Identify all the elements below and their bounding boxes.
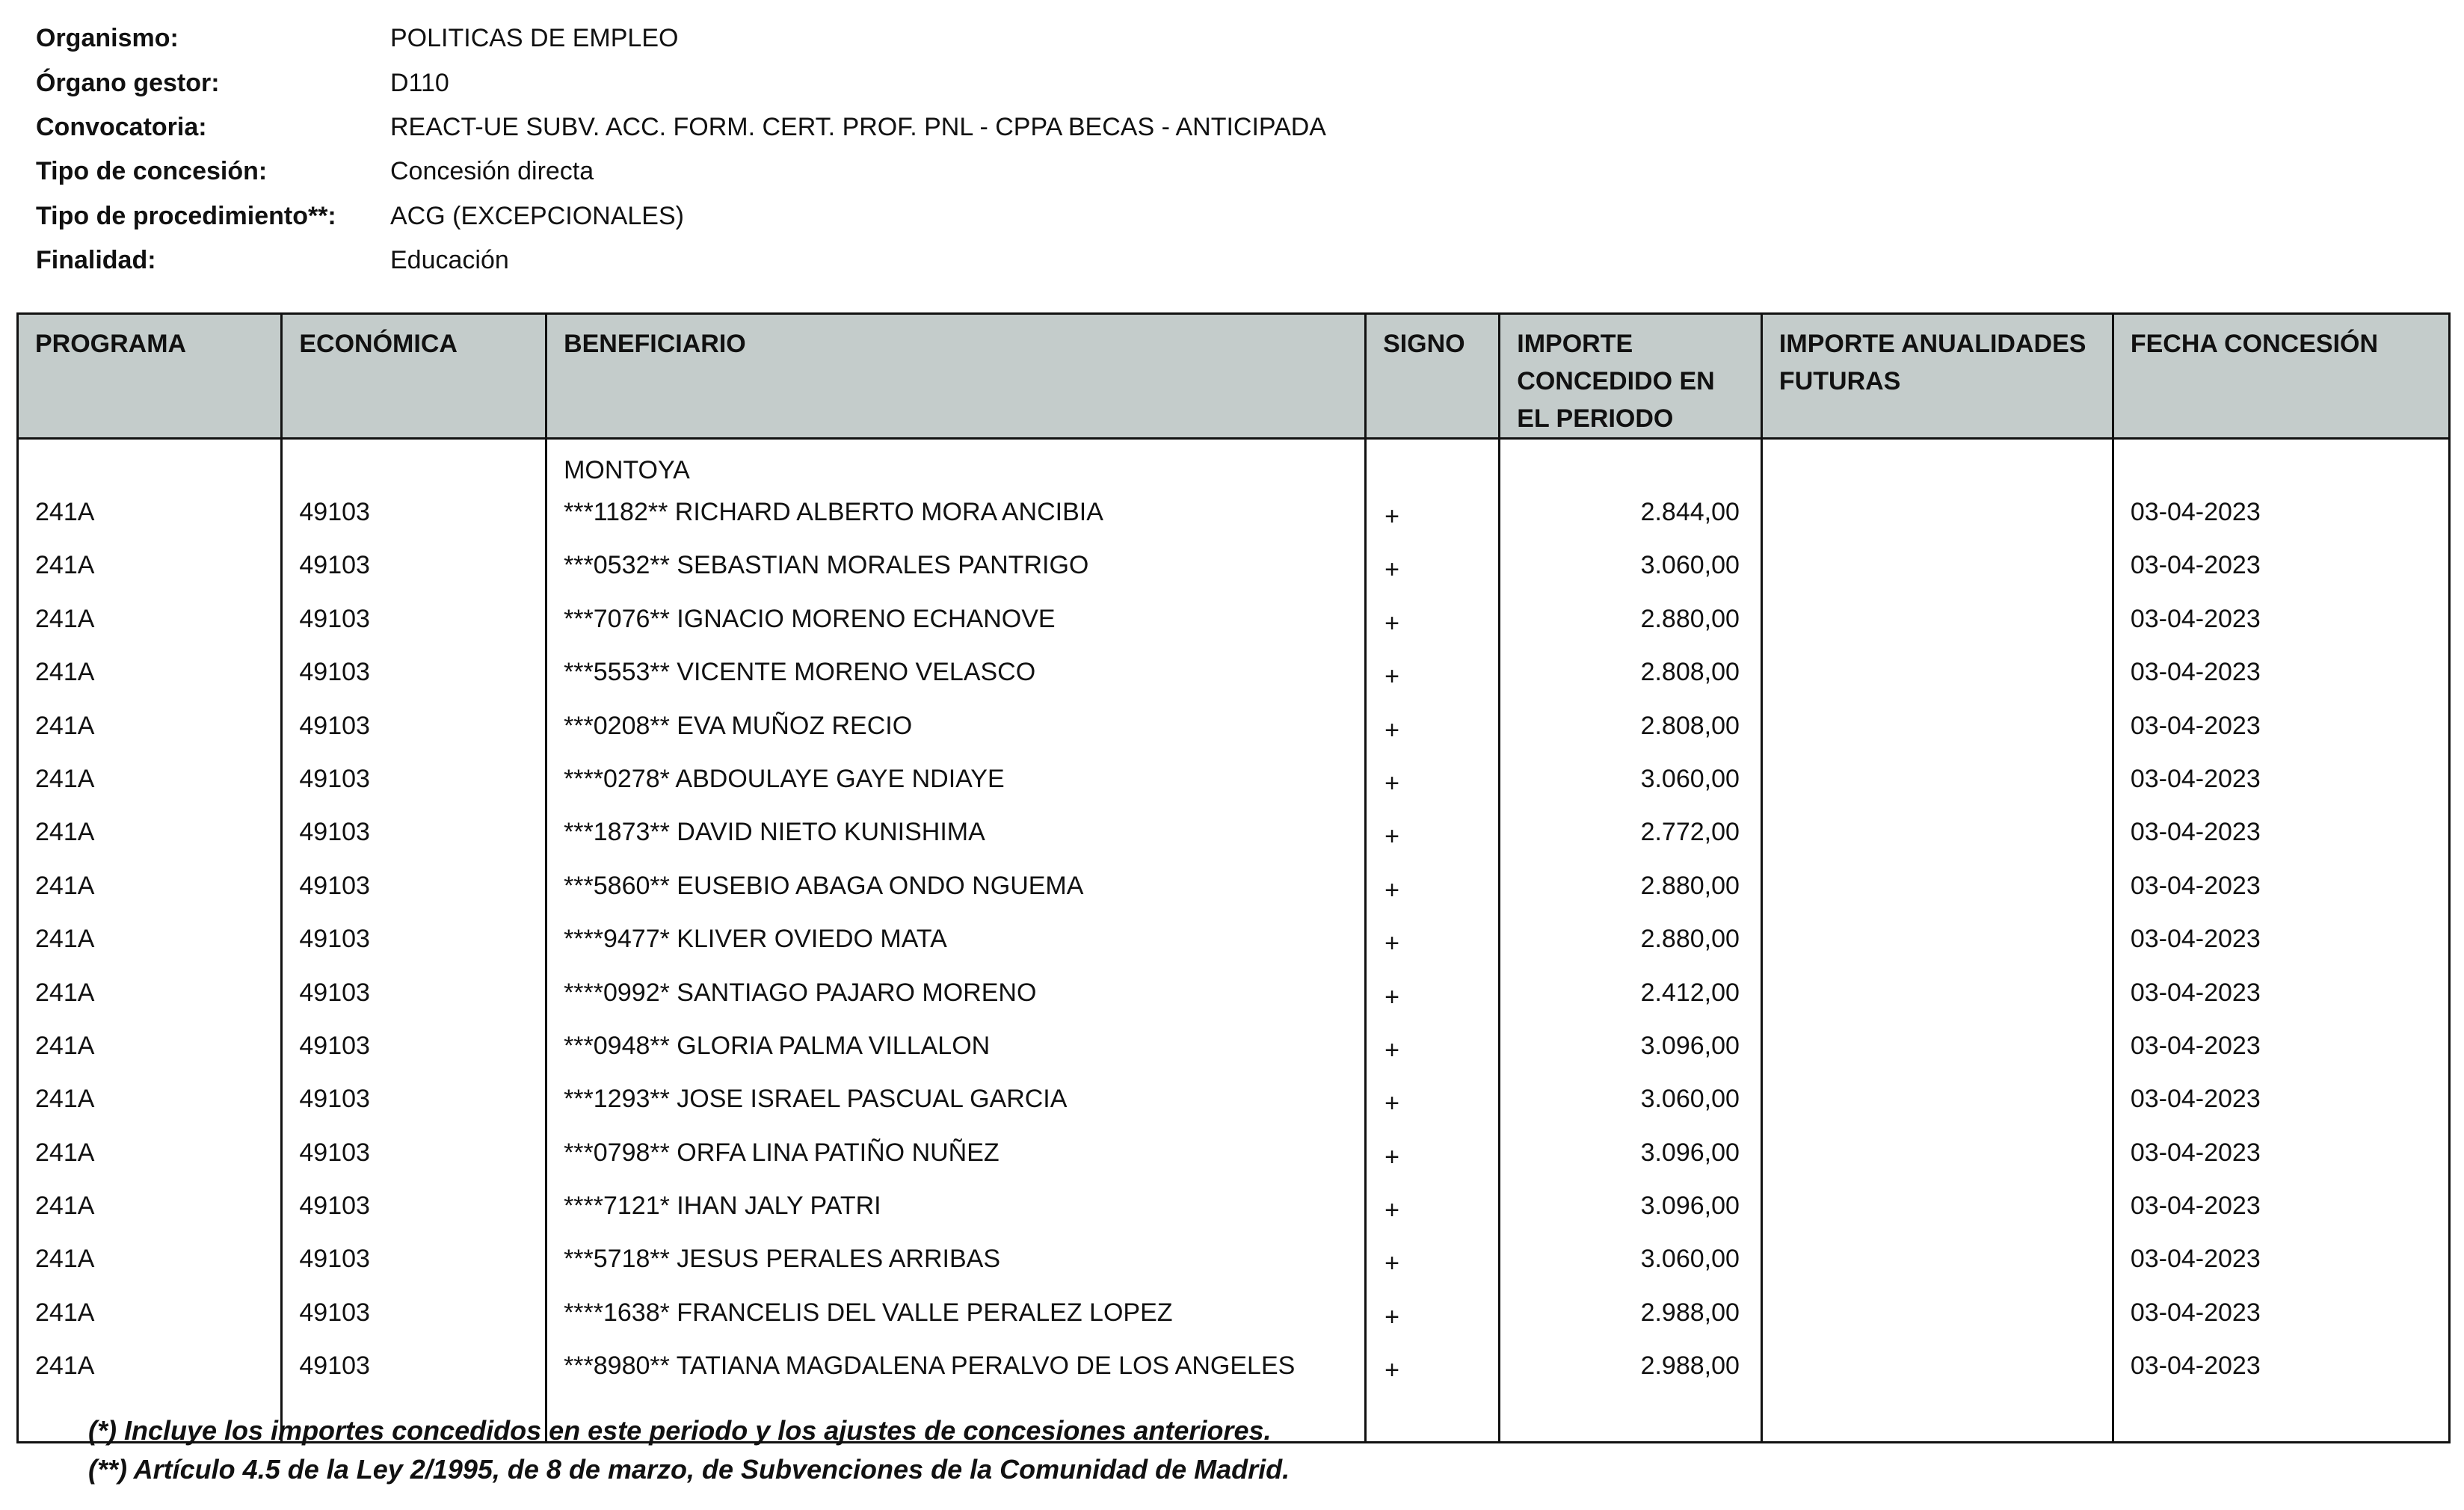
cell-programa: 241A: [18, 1236, 282, 1289]
table-row: [18, 489, 2450, 542]
cell-importe-concedido: 2.880,00: [1500, 863, 1762, 916]
cell-signo: +: [1366, 596, 1500, 649]
cell-economica: 49103: [282, 1130, 546, 1183]
beneficiaries-table: [16, 312, 2451, 1443]
cell-fecha-concesion: 03-04-2023: [2113, 1289, 2449, 1343]
cell-signo: +: [1366, 703, 1500, 756]
table-row: [18, 1236, 2450, 1289]
cell-fecha-concesion: 03-04-2023: [2113, 1023, 2449, 1076]
cell-economica: 49103: [282, 1289, 546, 1343]
field-convocatoria: [36, 105, 1326, 150]
cell-importe-concedido: 2.844,00: [1500, 489, 1762, 542]
column-header-economica: ECONÓMICA: [282, 314, 546, 439]
table-row: [18, 703, 2450, 756]
field-label: Órgano gestor:: [36, 68, 220, 97]
field-label: Organismo:: [36, 24, 179, 53]
cell-importe-concedido: 3.096,00: [1500, 1023, 1762, 1076]
cell-economica: 49103: [282, 1076, 546, 1129]
cell-importe-anualidades: [1761, 916, 2113, 969]
cell-programa: 241A: [18, 489, 282, 542]
cell-importe-concedido: 2.880,00: [1500, 916, 1762, 969]
column-header-signo: SIGNO: [1366, 314, 1500, 439]
cell-fecha-concesion: 03-04-2023: [2113, 863, 2449, 916]
cell-signo: +: [1366, 1236, 1500, 1289]
cell-fecha-concesion: 03-04-2023: [2113, 970, 2449, 1023]
cell-signo: +: [1366, 1023, 1500, 1076]
cell-importe-anualidades: [1761, 1289, 2113, 1343]
cell-beneficiario: ***0948** GLORIA PALMA VILLALON: [546, 1023, 1366, 1076]
cell-programa: 241A: [18, 916, 282, 969]
cell-fecha-concesion: 03-04-2023: [2113, 1076, 2449, 1129]
table-row: [18, 970, 2450, 1023]
field-finalidad: [36, 238, 1326, 283]
table-row: [18, 542, 2450, 595]
cell-beneficiario: ****9477* KLIVER OVIEDO MATA: [546, 916, 1366, 969]
cell-fecha-concesion: 03-04-2023: [2113, 809, 2449, 862]
table-row: [18, 756, 2450, 809]
cell-signo: +: [1366, 649, 1500, 702]
table-row: [18, 1023, 2450, 1076]
table-row: [18, 1289, 2450, 1343]
cell-importe-concedido: 3.060,00: [1500, 542, 1762, 595]
cell-importe-anualidades: [1761, 703, 2113, 756]
cell-signo: +: [1366, 970, 1500, 1023]
column-header-importe-concedido: IMPORTE CONCEDIDO EN EL PERIODO: [1500, 314, 1762, 439]
cell-beneficiario: ***1293** JOSE ISRAEL PASCUAL GARCIA: [546, 1076, 1366, 1129]
table-row: [18, 1076, 2450, 1129]
cell-fecha-concesion: 03-04-2023: [2113, 1183, 2449, 1236]
cell-signo: +: [1366, 756, 1500, 809]
field-value: Concesión directa: [390, 157, 594, 186]
cell-economica: 49103: [282, 649, 546, 702]
footnote-2: (**) Artículo 4.5 de la Ley 2/1995, de 8 de marzo, de Subvenciones de la Comunidad de Madrid.: [88, 1454, 1290, 1485]
cell-importe-concedido: 2.412,00: [1500, 970, 1762, 1023]
field-label: Finalidad:: [36, 246, 156, 275]
cell-beneficiario: ***1182** RICHARD ALBERTO MORA ANCIBIA: [546, 489, 1366, 542]
cell-beneficiario: ***7076** IGNACIO MORENO ECHANOVE: [546, 596, 1366, 649]
field-label: Convocatoria:: [36, 112, 207, 141]
cell-economica: 49103: [282, 542, 546, 595]
cell-importe-anualidades: [1761, 970, 2113, 1023]
cell-beneficiario: ****0992* SANTIAGO PAJARO MORENO: [546, 970, 1366, 1023]
table-row: [18, 863, 2450, 916]
cell-importe-concedido: 3.060,00: [1500, 1236, 1762, 1289]
cell-signo: +: [1366, 1289, 1500, 1343]
cell-signo: +: [1366, 542, 1500, 595]
cell-importe-anualidades: [1761, 863, 2113, 916]
cell-importe-anualidades: [1761, 1130, 2113, 1183]
cell-fecha-concesion: 03-04-2023: [2113, 1130, 2449, 1183]
cell-programa: 241A: [18, 1289, 282, 1343]
footnote-1: (*) Incluye los importes concedidos en este periodo y los ajustes de concesiones anteriores.: [88, 1415, 1272, 1446]
cell-beneficiario: ***8980** TATIANA MAGDALENA PERALVO DE LOS ANGELES: [546, 1343, 1366, 1443]
column-header-beneficiario: BENEFICIARIO: [546, 314, 1366, 439]
cell-fecha-concesion: 03-04-2023: [2113, 649, 2449, 702]
beneficiary-continuation: MONTOYA: [546, 439, 1366, 490]
cell-signo: +: [1366, 1343, 1500, 1443]
cell-importe-concedido: 3.060,00: [1500, 756, 1762, 809]
table-row-continuation: [18, 439, 2450, 490]
cell-importe-concedido: 2.772,00: [1500, 809, 1762, 862]
field-value: ACG (EXCEPCIONALES): [390, 201, 684, 230]
column-header-fecha-concesion: FECHA CONCESIÓN: [2113, 314, 2449, 439]
cell-fecha-concesion: 03-04-2023: [2113, 916, 2449, 969]
cell-fecha-concesion: 03-04-2023: [2113, 703, 2449, 756]
field-organismo: [36, 16, 1326, 61]
cell-economica: 49103: [282, 970, 546, 1023]
cell-programa: 241A: [18, 1343, 282, 1443]
cell-economica: 49103: [282, 756, 546, 809]
table-row: [18, 1130, 2450, 1183]
cell-beneficiario: ****7121* IHAN JALY PATRI: [546, 1183, 1366, 1236]
cell-signo: +: [1366, 1130, 1500, 1183]
field-label: Tipo de concesión:: [36, 157, 268, 186]
cell-programa: 241A: [18, 970, 282, 1023]
cell-importe-anualidades: [1761, 1183, 2113, 1236]
cell-fecha-concesion: 03-04-2023: [2113, 1343, 2449, 1443]
cell-beneficiario: ****0278* ABDOULAYE GAYE NDIAYE: [546, 756, 1366, 809]
cell-programa: 241A: [18, 1076, 282, 1129]
cell-fecha-concesion: 03-04-2023: [2113, 489, 2449, 542]
cell-importe-anualidades: [1761, 489, 2113, 542]
field-value: POLITICAS DE EMPLEO: [390, 24, 679, 53]
cell-programa: 241A: [18, 703, 282, 756]
cell-importe-concedido: 3.096,00: [1500, 1130, 1762, 1183]
cell-signo: +: [1366, 1183, 1500, 1236]
field-value: REACT-UE SUBV. ACC. FORM. CERT. PROF. PNL - CPPA BECAS - ANTICIPADA: [390, 112, 1326, 141]
cell-economica: 49103: [282, 809, 546, 862]
cell-beneficiario: ***5553** VICENTE MORENO VELASCO: [546, 649, 1366, 702]
cell-programa: 241A: [18, 863, 282, 916]
cell-economica: 49103: [282, 1343, 546, 1443]
field-value: Educación: [390, 246, 509, 275]
cell-economica: 49103: [282, 703, 546, 756]
table-row: [18, 809, 2450, 862]
cell-beneficiario: ****1638* FRANCELIS DEL VALLE PERALEZ LOPEZ: [546, 1289, 1366, 1343]
cell-programa: 241A: [18, 542, 282, 595]
cell-signo: +: [1366, 1076, 1500, 1129]
cell-importe-concedido: 3.060,00: [1500, 1076, 1762, 1129]
column-header-importe-anualidades: IMPORTE ANUALIDADES FUTURAS: [1761, 314, 2113, 439]
cell-beneficiario: ***0532** SEBASTIAN MORALES PANTRIGO: [546, 542, 1366, 595]
table-header-row: [18, 314, 2450, 439]
cell-programa: 241A: [18, 809, 282, 862]
cell-programa: 241A: [18, 596, 282, 649]
cell-programa: 241A: [18, 1183, 282, 1236]
table-row: [18, 596, 2450, 649]
field-label: Tipo de procedimiento**:: [36, 201, 336, 230]
cell-economica: 49103: [282, 1183, 546, 1236]
cell-signo: +: [1366, 863, 1500, 916]
field-tipo-procedimiento: [36, 194, 1326, 238]
cell-fecha-concesion: 03-04-2023: [2113, 756, 2449, 809]
field-organo-gestor: [36, 61, 1326, 105]
cell-economica: 49103: [282, 596, 546, 649]
cell-importe-concedido: 3.096,00: [1500, 1183, 1762, 1236]
cell-economica: 49103: [282, 1236, 546, 1289]
cell-signo: +: [1366, 809, 1500, 862]
cell-beneficiario: ***1873** DAVID NIETO KUNISHIMA: [546, 809, 1366, 862]
cell-programa: 241A: [18, 756, 282, 809]
cell-importe-anualidades: [1761, 649, 2113, 702]
cell-importe-anualidades: [1761, 1343, 2113, 1443]
cell-importe-concedido: 2.988,00: [1500, 1343, 1762, 1443]
cell-fecha-concesion: 03-04-2023: [2113, 596, 2449, 649]
cell-economica: 49103: [282, 1023, 546, 1076]
header-fields: [36, 16, 1326, 283]
cell-importe-anualidades: [1761, 809, 2113, 862]
footnotes: [88, 1411, 1290, 1489]
cell-importe-concedido: 2.808,00: [1500, 649, 1762, 702]
cell-importe-anualidades: [1761, 1023, 2113, 1076]
field-value: D110: [390, 68, 449, 97]
cell-fecha-concesion: 03-04-2023: [2113, 542, 2449, 595]
cell-importe-anualidades: [1761, 1236, 2113, 1289]
cell-economica: 49103: [282, 863, 546, 916]
cell-economica: 49103: [282, 916, 546, 969]
cell-importe-anualidades: [1761, 596, 2113, 649]
cell-programa: 241A: [18, 1023, 282, 1076]
field-tipo-concesion: [36, 150, 1326, 194]
cell-signo: +: [1366, 916, 1500, 969]
column-header-programa: PROGRAMA: [18, 314, 282, 439]
cell-signo: +: [1366, 489, 1500, 542]
cell-importe-concedido: 2.880,00: [1500, 596, 1762, 649]
cell-beneficiario: ***5860** EUSEBIO ABAGA ONDO NGUEMA: [546, 863, 1366, 916]
table-row: [18, 1183, 2450, 1236]
cell-beneficiario: ***0798** ORFA LINA PATIÑO NUÑEZ: [546, 1130, 1366, 1183]
cell-importe-anualidades: [1761, 1076, 2113, 1129]
cell-economica: 49103: [282, 489, 546, 542]
table-row: [18, 649, 2450, 702]
cell-fecha-concesion: 03-04-2023: [2113, 1236, 2449, 1289]
cell-programa: 241A: [18, 1130, 282, 1183]
cell-importe-concedido: 2.808,00: [1500, 703, 1762, 756]
cell-programa: 241A: [18, 649, 282, 702]
cell-beneficiario: ***0208** EVA MUÑOZ RECIO: [546, 703, 1366, 756]
cell-importe-concedido: 2.988,00: [1500, 1289, 1762, 1343]
table-row: [18, 916, 2450, 969]
cell-beneficiario: ***5718** JESUS PERALES ARRIBAS: [546, 1236, 1366, 1289]
cell-importe-anualidades: [1761, 542, 2113, 595]
cell-importe-anualidades: [1761, 756, 2113, 809]
